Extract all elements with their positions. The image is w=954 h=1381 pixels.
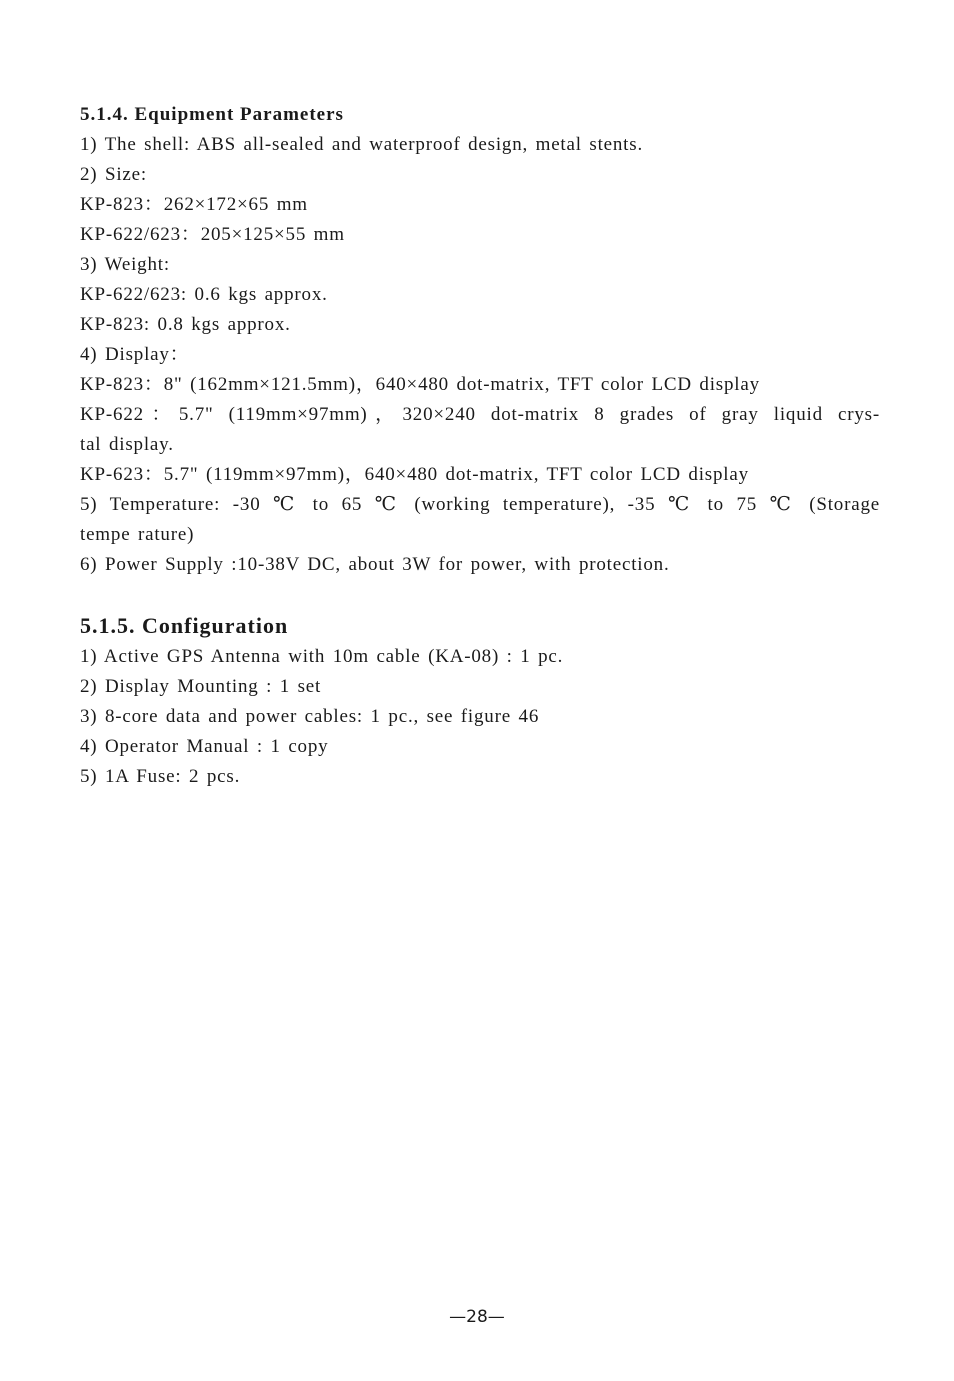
param-display-kp823: KP-823：8" (162mm×121.5mm)，640×480 dot-matrix, TFT color LCD display bbox=[80, 374, 760, 395]
param-shell: 1) The shell: ABS all-sealed and waterproof design, metal stents. bbox=[80, 134, 644, 155]
param-weight-kp622-623: KP-622/623: 0.6 kgs approx. bbox=[80, 284, 328, 305]
param-size-kp622-623: KP-622/623：205×125×55 mm bbox=[80, 224, 345, 245]
config-item-manual: 4) Operator Manual : 1 copy bbox=[80, 736, 329, 757]
config-item-antenna: 1) Active GPS Antenna with 10m cable (KA-08) : 1 pc. bbox=[80, 646, 564, 667]
section-title-equipment-parameters: 5.1.4. Equipment Parameters bbox=[80, 104, 344, 125]
param-power-supply: 6) Power Supply :10-38V DC, about 3W for power, with protection. bbox=[80, 554, 670, 575]
param-size-heading: 2) Size: bbox=[80, 164, 147, 185]
param-display-kp622: KP-622：5.7" (119mm×97mm)，320×240 dot-matrix 8 grades of gray liquid crys- bbox=[80, 404, 880, 425]
param-temperature-cont: tempe rature) bbox=[80, 524, 195, 545]
param-display-heading: 4) Display： bbox=[80, 344, 190, 365]
param-temperature: 5) Temperature: -30 ℃ to 65 ℃ (working temperature), -35 ℃ to 75 ℃ (Storage bbox=[80, 494, 880, 515]
param-weight-heading: 3) Weight: bbox=[80, 254, 170, 275]
config-item-cables: 3) 8-core data and power cables: 1 pc., see figure 46 bbox=[80, 706, 540, 727]
section-gap bbox=[80, 580, 880, 610]
config-item-display-mounting: 2) Display Mounting : 1 set bbox=[80, 676, 322, 697]
page-number: —28— bbox=[449, 1307, 505, 1327]
param-display-kp623: KP-623：5.7" (119mm×97mm)，640×480 dot-matrix, TFT color LCD display bbox=[80, 464, 749, 485]
document-page bbox=[80, 100, 880, 792]
param-weight-kp823: KP-823: 0.8 kgs approx. bbox=[80, 314, 291, 335]
param-display-kp622-cont: tal display. bbox=[80, 434, 174, 455]
section-title-configuration: 5.1.5. Configuration bbox=[80, 613, 289, 638]
config-item-fuse: 5) 1A Fuse: 2 pcs. bbox=[80, 766, 241, 787]
param-size-kp823: KP-823：262×172×65 mm bbox=[80, 194, 308, 215]
